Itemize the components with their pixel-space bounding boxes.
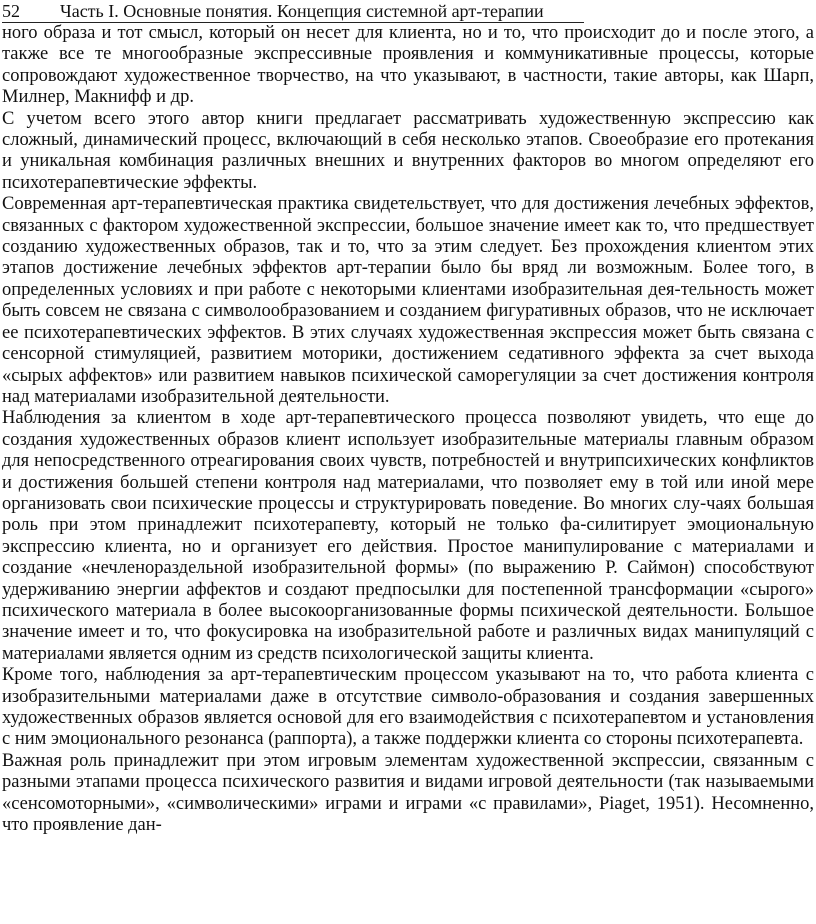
body-text <box>2 23 814 836</box>
page-number: 52 <box>2 1 20 21</box>
paragraph-artistic-expression-process: С учетом всего этого автор книги предлагает рассматривать художественную экспрессию как сложный, динамический процесс, включающий в себя несколько этапов. Своеобразие его протекания и уникальная комбинация различных внешних и внутренних факторов во многом определяют его психотерапевтические эффекты. <box>2 108 814 193</box>
paragraph-observations: Наблюдения за клиентом в ходе арт-терапевтического процесса позволяют увидеть, что еще до создания художественных образов клиент использует изобразительные материалы главным образом для непосредственного отреагирования своих чувств, потребностей и внутрипсихических конфликтов и достижения большей степени контроля над материалами, что позволяет ему в той или иной мере организовать свои психические процессы и структурировать поведение. Во многих слу-чаях большая роль при этом принадлежит психотерапевту, который не только фа-силитирует эмоциональную экспрессию клиента, но и организует его действия. Простое манипулирование с материалами и создание «нечленораздельной изобразительной формы» (по выражению Р. Саймон) способствуют удерживанию энергии аффектов и создают предпосылки для постепенной трансформации «сырого» психического материала в более высокоорганизованные формы психической деятельности. Большое значение имеет и то, что фокусировка на изобразительной работе и различных видах манипуляций с материалами является одним из средств психологической защиты клиента. <box>2 408 814 664</box>
paragraph-continuation: ного образа и тот смысл, который он несет для клиента, но и то, что происходит до и после этого, а также все те многообразные экспрессивные проявления и коммуникативные процессы, которые сопровождают художественное творчество, на что указывают, в частности, такие авторы, как Шарп, Милнер, Макнифф и др. <box>2 23 814 108</box>
paragraph-play-elements: Важная роль принадлежит при этом игровым элементам художественной экспрессии, связанным с разными этапами процесса психического развития и видами игровой деятельности (так называемыми «сенсомоторными», «символическими» играми и играми «с правилами», Piaget, 1951). Несомненно, что проявление дан- <box>2 750 814 836</box>
running-header <box>2 0 584 23</box>
paragraph-work-with-materials: Кроме того, наблюдения за арт-терапевтическим процессом указывают на то, что работа клиента с изобразительными материалами даже в отсутствие символо-образования и создания завершенных художественных образов является основой для его взаимодействия с психотерапевтом и установления с ним эмоционального резонанса (раппорта), а также поддержки клиента со стороны психотерапевта. <box>2 665 814 750</box>
paragraph-modern-practice: Современная арт-терапевтическая практика свидетельствует, что для достижения лечебных эффектов, связанных с фактором художественной экспрессии, большое значение имеет как то, что предшествует созданию художественных образов, так и то, что за этим следует. Без прохождения клиентом этих этапов достижение лечебных эффектов арт-терапии было бы вряд ли возможным. Более того, в определенных условиях и при работе с некоторыми клиентами изобразительная дея-тельность может быть совсем не связана с символообразованием и созданием фигуративных образов, что не исключает ее психотерапевтических эффектов. В этих случаях художественная экспрессия может быть связана с сенсорной стимуляцией, развитием моторики, достижением седативного эффекта за счет выхода «сырых аффектов» или развитием навыков психической саморегуляции за счет достижения контроля над материалами изобразительной деятельности. <box>2 194 814 407</box>
running-title: Часть I. Основные понятия. Концепция системной арт-терапии <box>60 1 544 21</box>
